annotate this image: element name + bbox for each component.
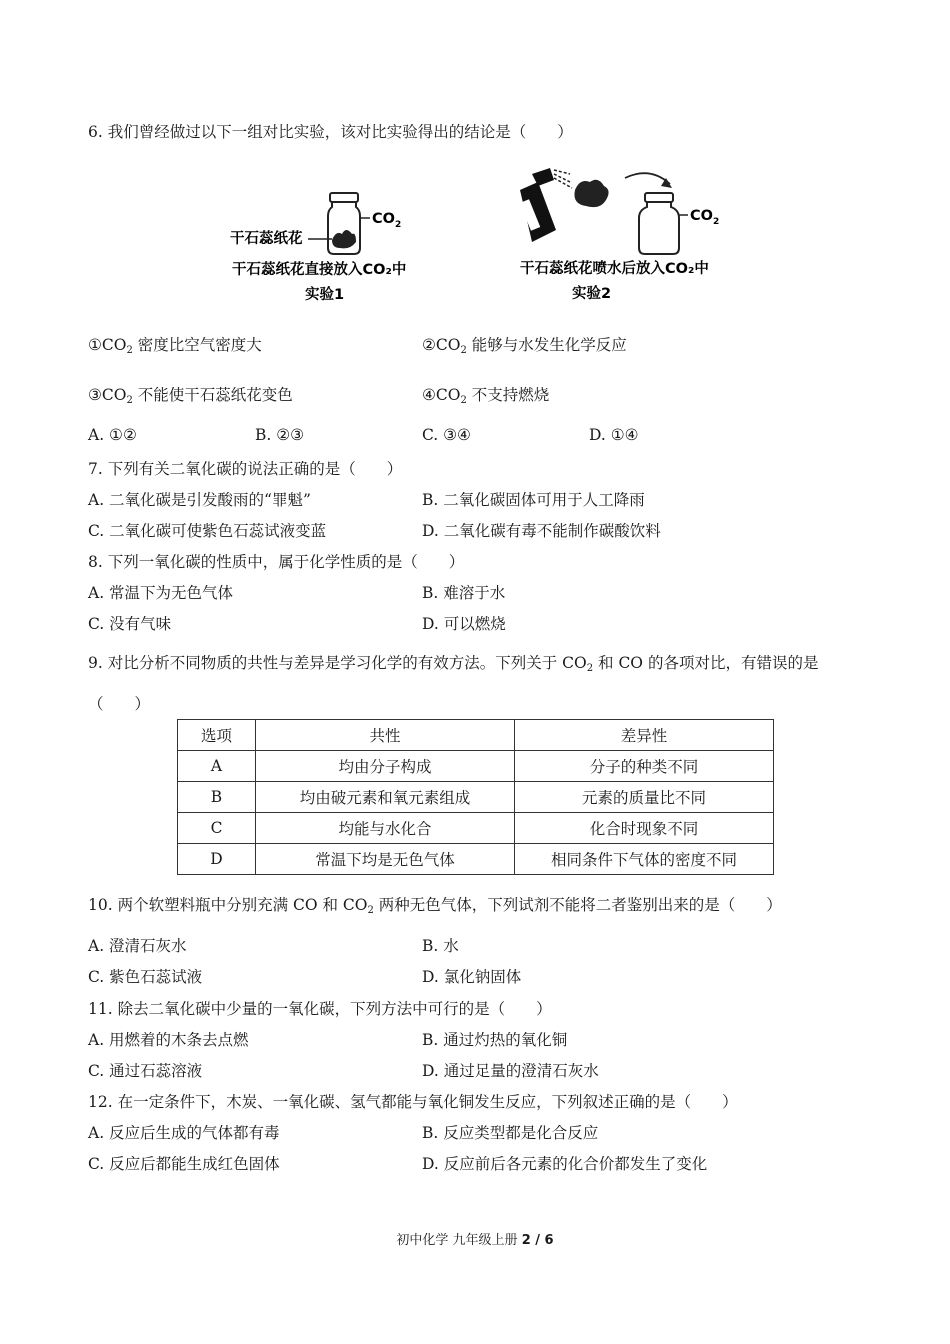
exp2-gas-label: $CO_2$ [690, 208, 720, 227]
table-cell: 常温下均是无色气体 [256, 844, 515, 875]
q7-option-c: C. 二氧化碳可使紫色石蕊试液变蓝 [88, 522, 327, 540]
table-row [178, 782, 774, 813]
q12-option-b: B. 反应类型都是化合反应 [422, 1124, 599, 1142]
exp1-name: 实验1 [305, 287, 345, 303]
q8-option-d: D. 可以燃烧 [422, 615, 506, 633]
q11-option-c: C. 通过石蕊溶液 [88, 1062, 203, 1080]
q10-option-a: A. 澄清石灰水 [88, 937, 187, 955]
exp1-paper-label: 干石蕊纸花 [230, 231, 303, 247]
q6-statement-4: $④CO_2$ 不支持燃烧 [422, 386, 550, 406]
q7-option-b: B. 二氧化碳固体可用于人工降雨 [422, 491, 645, 509]
table-cell: 元素的质量比不同 [515, 782, 774, 813]
q8-stem: 8. 下列一氧化碳的性质中，属于化学性质的是（ ） [88, 553, 465, 571]
exp2-caption: 干石蕊纸花喷水后放入CO₂中 [520, 261, 709, 277]
q6-option-c: C. ③④ [422, 426, 471, 444]
q7-option-d: D. 二氧化碳有毒不能制作碳酸饮料 [422, 522, 661, 540]
q6-statement-3: $③CO_2$ 不能使干石蕊纸花变色 [88, 386, 293, 406]
exp1-caption: 干石蕊纸花直接放入CO₂中 [232, 262, 407, 278]
table-cell: 均能与水化合 [256, 813, 515, 844]
q6-experiment-figure [220, 160, 740, 315]
q8-option-a: A. 常温下为无色气体 [88, 584, 234, 602]
q9-answer-paren: （ ） [88, 695, 151, 713]
litmus-flower-icon [332, 230, 356, 248]
q11-stem: 11. 除去二氧化碳中少量的一氧化碳，下列方法中可行的是（ ） [88, 1000, 552, 1018]
table-row [178, 813, 774, 844]
wet-flower-icon [574, 180, 608, 207]
table-cell: 均由分子构成 [256, 751, 515, 782]
q12-stem: 12. 在一定条件下，木炭、一氧化碳、氢气都能与氧化铜发生反应，下列叙述正确的是（ ） [88, 1093, 738, 1111]
q6-statement-2: $②CO_2$ 能够与水发生化学反应 [422, 336, 627, 356]
q8-option-b: B. 难溶于水 [422, 584, 506, 602]
q7-stem: 7. 下列有关二氧化碳的说法正确的是（ ） [88, 460, 403, 478]
q6-stem: 6. 我们曾经做过以下一组对比实验，该对比实验得出的结论是（ ） [88, 123, 573, 141]
table-cell: 相同条件下气体的密度不同 [515, 844, 774, 875]
table-row [178, 751, 774, 782]
sprayer-icon [520, 168, 572, 242]
q11-option-b: B. 通过灼热的氧化铜 [422, 1031, 568, 1049]
exp1-gas-label: $CO_2$ [372, 211, 402, 230]
table-cell: 分子的种类不同 [515, 751, 774, 782]
q10-stem: 10. 两个软塑料瓶中分别充满 CO 和 $CO_2$ 两种无色气体，下列试剂不能将二者鉴别出来的是（ ） [88, 896, 782, 916]
exp2-bottle [639, 193, 688, 254]
table-cell: B [178, 782, 256, 813]
table-header-row [178, 720, 774, 751]
table-cell: D [178, 844, 256, 875]
header-option: 选项 [178, 720, 256, 751]
page-number: 2 / 6 [521, 1233, 554, 1248]
header-commonality: 共性 [256, 720, 515, 751]
q11-option-a: A. 用燃着的木条去点燃 [88, 1031, 249, 1049]
q10-option-b: B. 水 [422, 937, 459, 955]
q9-comparison-table [177, 719, 774, 875]
table-cell: C [178, 813, 256, 844]
table-cell: 均由破元素和氧元素组成 [256, 782, 515, 813]
q10-option-d: D. 氯化钠固体 [422, 968, 522, 986]
q6-statement-1: $①CO_2$ 密度比空气密度大 [88, 336, 262, 356]
q10-option-c: C. 紫色石蕊试液 [88, 968, 203, 986]
page-footer [0, 1229, 950, 1248]
table-cell: A [178, 751, 256, 782]
arrow-icon [625, 173, 670, 184]
q6-option-d: D. ①④ [589, 426, 639, 444]
q9-stem: 9. 对比分析不同物质的共性与差异是学习化学的有效方法。下列关于 $CO_2$ 和 CO 的各项对比，有错误的是 [88, 654, 819, 674]
table-cell: 化合时现象不同 [515, 813, 774, 844]
q12-option-c: C. 反应后都能生成红色固体 [88, 1155, 280, 1173]
q12-option-a: A. 反应后生成的气体都有毒 [88, 1124, 280, 1142]
header-difference: 差异性 [515, 720, 774, 751]
q12-option-d: D. 反应前后各元素的化合价都发生了变化 [422, 1155, 708, 1173]
q6-option-b: B. ②③ [255, 426, 305, 444]
q6-option-a: A. ①② [88, 426, 137, 444]
footer-text: 初中化学 九年级上册 [396, 1233, 522, 1248]
exp2-name: 实验2 [572, 286, 612, 302]
table-row [178, 844, 774, 875]
exp1-bottle [328, 193, 370, 254]
q7-option-a: A. 二氧化碳是引发酸雨的“罪魁” [88, 491, 311, 509]
q11-option-d: D. 通过足量的澄清石灰水 [422, 1062, 599, 1080]
q8-option-c: C. 没有气味 [88, 615, 172, 633]
